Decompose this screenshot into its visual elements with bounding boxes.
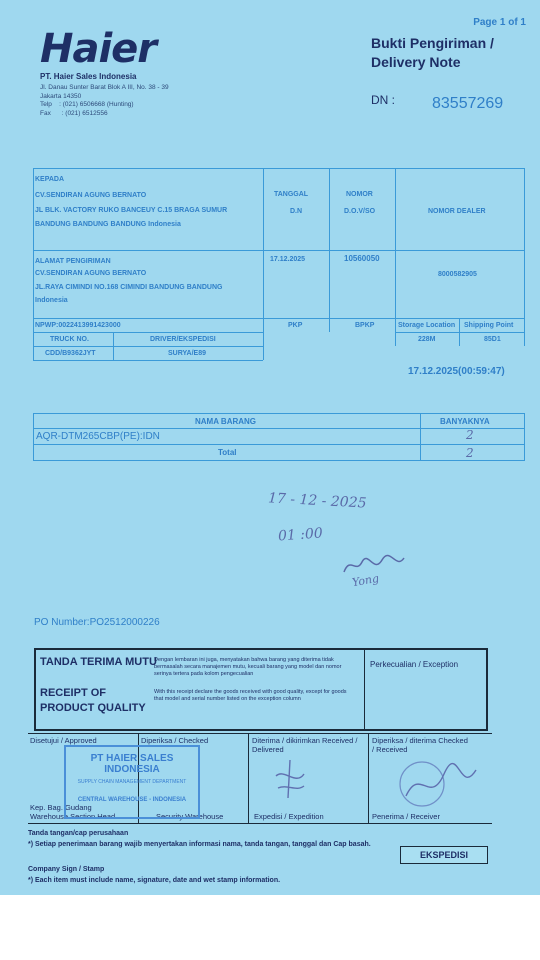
document-title — [371, 34, 494, 72]
item-qty: 2 — [466, 428, 474, 442]
driver-value: SURYA/E89 — [168, 350, 207, 357]
document-title-line1: Bukti Pengiriman / — [371, 35, 494, 51]
note-indonesian: *) Setiap penerimaan barang wajib menyertakan informasi nama, tanda tangan, tanggal dan Cap basah. — [28, 841, 371, 848]
stamp-sub1: SUPPLY CHAIN MANAGEMENT DEPARTMENT — [77, 779, 187, 785]
exception-label: Perkecualian / Exception — [370, 660, 459, 669]
po-number: PO Number:PO2512000226 — [34, 617, 160, 628]
ekspedisi-box: EKSPEDISI — [400, 846, 488, 864]
bpkp-label: BPKP — [355, 322, 375, 329]
company-sign-label: Company Sign / Stamp — [28, 866, 105, 873]
sig-receiver: Penerima / Receiver — [372, 812, 440, 821]
dn-label: DN : — [371, 93, 395, 107]
expedition-signature — [270, 758, 310, 803]
kepada-label: KEPADA — [35, 176, 65, 183]
nomor-value: 10560050 — [344, 254, 380, 263]
dealer-label: NOMOR DEALER — [428, 208, 486, 215]
shipping-value: 85D1 — [484, 336, 501, 343]
shipping-label: Shipping Point — [464, 322, 514, 329]
tanda-terima-title: TANDA TERIMA MUTU — [40, 656, 157, 668]
document-title-line2: Delivery Note — [371, 54, 461, 70]
sig-approved: Disetujui / Approved — [30, 736, 97, 745]
sig-delivered: Diterima / dikirimkan Received / Delivered — [252, 736, 358, 754]
sig-warehouse-head: Kep. Bag. Gudang Warehouse Section Head — [30, 803, 116, 821]
npwp: NPWP:0022413991423000 — [35, 322, 121, 329]
stamp-sub2: CENTRAL WAREHOUSE - INDONESIA — [77, 797, 187, 803]
storage-value: 228M — [418, 336, 436, 343]
alamat-name: CV.SENDIRAN AGUNG BERNATO — [35, 270, 147, 277]
company-stamp — [64, 745, 200, 819]
alamat-label: ALAMAT PENGIRIMAN — [35, 258, 111, 265]
receipt-text: With this receipt declare the goods received with good quality, except for goods that model and serial number listed on the exception column — [154, 689, 347, 702]
tanggal-sub: D.N — [290, 208, 303, 215]
col-banyaknya: BANYAKNYA — [440, 417, 490, 426]
receipt-title: RECEIPT OF PRODUCT QUALITY — [40, 687, 146, 714]
dn-number: 83557269 — [432, 95, 504, 112]
nomor-sub: D.O.V/SO — [344, 208, 376, 215]
stamp-title: PT HAIER SALES INDONESIA — [90, 753, 174, 775]
receiver-stamp-signature — [390, 756, 490, 812]
truck-value: CDD/B9362JYT — [45, 350, 96, 357]
sig-security: Security Warehouse — [156, 812, 224, 821]
sig-received: Diperiksa / diterima Checked / Received — [372, 736, 468, 754]
handwritten-date: 17 - 12 - 2025 — [267, 490, 367, 512]
tanggal-value: 17.12.2025 — [270, 256, 306, 263]
driver-label: DRIVER/EKSPEDISI — [150, 336, 216, 343]
sig-checked: Diperiksa / Checked — [141, 736, 209, 745]
alamat-country: Indonesia — [35, 297, 68, 304]
dealer-value: 8000582905 — [438, 271, 477, 278]
company-address: Jl. Danau Sunter Barat Blok A III, No. 38 - 39 Jakarta 14350 Telp : (021) 6506668 (Hunting) Fax : (021) 6512556 — [40, 84, 169, 117]
col-nama-barang: NAMA BARANG — [195, 417, 257, 426]
kepada-address: JL BLK. VACTORY RUKO BANCEUY C.15 BRAGA SUMUR — [35, 207, 228, 214]
sig-expedition: Expedisi / Expedition — [254, 812, 324, 821]
alamat-address: JL.RAYA CIMINDI NO.168 CIMINDI BANDUNG BANDUNG — [35, 284, 223, 291]
note-english: *) Each item must include name, signature, date and wet stamp information. — [28, 877, 281, 884]
print-timestamp: 17.12.2025(00:59:47) — [408, 366, 505, 377]
total-label: Total — [218, 448, 237, 457]
handwritten-time: 01 :00 — [277, 525, 324, 545]
company-name: PT. Haier Sales Indonesia — [40, 72, 137, 81]
storage-label: Storage Location — [398, 322, 456, 329]
item-name: AQR-DTM265CBP(PE):IDN — [36, 431, 160, 442]
nomor-label: NOMOR — [346, 191, 373, 198]
sign-stamp-label: Tanda tangan/cap perusahaan — [28, 830, 129, 837]
kepada-name: CV.SENDIRAN AGUNG BERNATO — [35, 192, 147, 199]
page-indicator: Page 1 of 1 — [473, 17, 526, 28]
tanda-terima-text: Dengan lembaran ini juga, menyatakan bahwa barang yang diterima tidak bermasalah secara manajemen mutu, kecuali barang yang model dan nomor serinya tertera pada kolom pengecualian — [154, 657, 342, 677]
haier-logo: Haier — [40, 26, 157, 72]
kepada-city: BANDUNG BANDUNG BANDUNG Indonesia — [35, 221, 181, 228]
truck-label: TRUCK NO. — [50, 336, 89, 343]
total-qty: 2 — [466, 446, 474, 460]
pkp-label: PKP — [288, 322, 303, 329]
tanggal-label: TANGGAL — [274, 191, 309, 198]
handwritten-name: Yong — [351, 571, 380, 590]
